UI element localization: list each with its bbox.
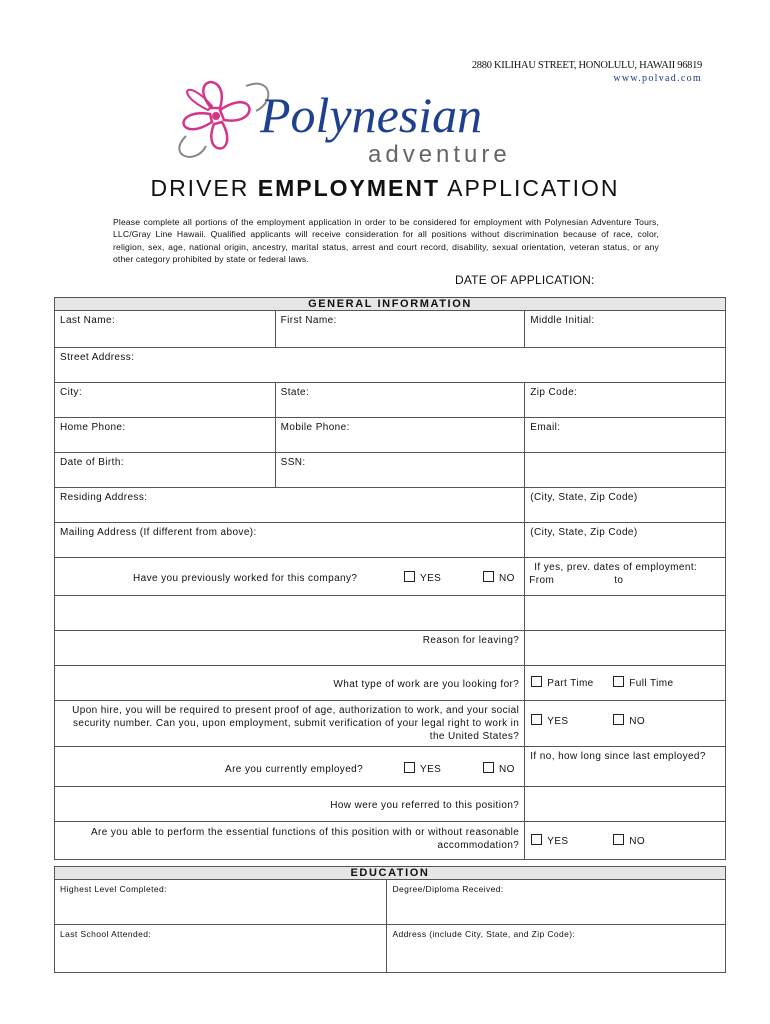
- previous-dates-label: If yes, prev. dates of employment:: [534, 562, 698, 573]
- logo-sub-text: adventure: [368, 141, 511, 168]
- referred-row: [55, 787, 525, 822]
- to-label: to: [614, 575, 624, 586]
- previously-worked-question: Have you previously worked for this company?: [133, 573, 358, 584]
- checkbox-icon[interactable]: [531, 834, 542, 845]
- essential-functions-no-option[interactable]: NO: [613, 834, 645, 847]
- checkbox-icon[interactable]: [404, 571, 415, 582]
- essential-functions-options: [525, 822, 726, 860]
- state-field[interactable]: State:: [275, 383, 525, 418]
- general-information-table: [54, 297, 726, 860]
- empty-cell: [525, 453, 726, 488]
- previously-worked-yes-option[interactable]: YES: [404, 571, 441, 584]
- intro-paragraph: Please complete all portions of the employment application in order to be considered for employment with Polynesian Adventure Tours, LLC/Gray Line Hawaii. Qualified applicants will receive consideration for all positions without discrimination because of race, color, religion, sex, age, national origin, ancestry, marital status, arrest and court record, disability, sexual orientation, veteran status, or any other category prohibited by state or federal laws.: [113, 217, 659, 264]
- work-authorization-no-option[interactable]: NO: [613, 714, 645, 727]
- work-type-options: [525, 666, 726, 701]
- middle-initial-field[interactable]: Middle Initial:: [525, 311, 726, 348]
- previous-dates-cell[interactable]: [525, 558, 726, 596]
- checkbox-icon[interactable]: [613, 676, 624, 687]
- email-field[interactable]: Email:: [525, 418, 726, 453]
- referred-field[interactable]: [525, 787, 726, 822]
- checkbox-icon[interactable]: [404, 762, 415, 773]
- currently-employed-question: Are you currently employed?: [225, 764, 364, 775]
- currently-employed-yes-option[interactable]: YES: [404, 762, 441, 775]
- previously-worked-no-option[interactable]: NO: [483, 571, 515, 584]
- date-of-birth-field[interactable]: Date of Birth:: [55, 453, 276, 488]
- home-phone-field[interactable]: Home Phone:: [55, 418, 276, 453]
- checkbox-icon[interactable]: [483, 762, 494, 773]
- work-authorization-yes-option[interactable]: YES: [531, 714, 568, 727]
- work-authorization-question: Upon hire, you will be required to present proof of age, authorization to work, and your social security number. Can you, upon employment, submit verification of your legal right to work in the United States?: [55, 701, 525, 747]
- first-name-field[interactable]: First Name:: [275, 311, 525, 348]
- referred-question: How were you referred to this position?: [330, 800, 520, 811]
- company-website[interactable]: www.polvad.com: [613, 73, 702, 84]
- general-information-heading: GENERAL INFORMATION: [55, 298, 726, 311]
- reason-for-leaving-label: Reason for leaving?: [55, 631, 525, 666]
- mobile-phone-field[interactable]: Mobile Phone:: [275, 418, 525, 453]
- time-since-employed-field[interactable]: If no, how long since last employed?: [525, 747, 726, 787]
- highest-level-field[interactable]: Highest Level Completed:: [55, 880, 387, 925]
- last-school-field[interactable]: Last School Attended:: [55, 925, 387, 973]
- ssn-field[interactable]: SSN:: [275, 453, 525, 488]
- currently-employed-no-option[interactable]: NO: [483, 762, 515, 775]
- part-time-option[interactable]: Part Time: [531, 676, 593, 689]
- essential-functions-question: Are you able to perform the essential functions of this position with or without reasonable accommodation?: [55, 822, 525, 860]
- previous-employment-dates-field[interactable]: [525, 596, 726, 631]
- company-address: 2880 KILIHAU STREET, HONOLULU, HAWAII 96819: [471, 60, 702, 71]
- checkbox-icon[interactable]: [483, 571, 494, 582]
- currently-employed-row: [55, 747, 525, 787]
- checkbox-icon[interactable]: [613, 714, 624, 725]
- checkbox-icon[interactable]: [531, 714, 542, 725]
- education-table: [54, 866, 726, 973]
- checkbox-icon[interactable]: [613, 834, 624, 845]
- residing-city-state-zip-field[interactable]: (City, State, Zip Code): [525, 488, 726, 523]
- residing-address-field[interactable]: Residing Address:: [55, 488, 525, 523]
- mailing-city-state-zip-field[interactable]: (City, State, Zip Code): [525, 523, 726, 558]
- mailing-address-field[interactable]: Mailing Address (If different from above):: [55, 523, 525, 558]
- work-type-question: What type of work are you looking for?: [333, 679, 520, 690]
- full-time-option[interactable]: Full Time: [613, 676, 673, 689]
- last-name-field[interactable]: Last Name:: [55, 311, 276, 348]
- city-field[interactable]: City:: [55, 383, 276, 418]
- from-label: From: [529, 575, 555, 586]
- degree-received-field[interactable]: Degree/Diploma Received:: [387, 880, 726, 925]
- previous-employment-details-field[interactable]: [55, 596, 525, 631]
- school-address-field[interactable]: Address (include City, State, and Zip Code):: [387, 925, 726, 973]
- checkbox-icon[interactable]: [531, 676, 542, 687]
- education-heading: EDUCATION: [55, 867, 726, 880]
- reason-for-leaving-field[interactable]: [525, 631, 726, 666]
- previously-worked-row: [55, 558, 525, 596]
- date-of-application-label: DATE OF APPLICATION:: [455, 273, 595, 287]
- polynesian-adventure-logo: [168, 80, 608, 170]
- work-type-row: [55, 666, 525, 701]
- page-title: DRIVER EMPLOYMENT APPLICATION: [150, 175, 620, 201]
- flower-icon: [179, 82, 268, 157]
- logo-brand-text: Polynesian: [260, 87, 483, 143]
- zip-code-field[interactable]: Zip Code:: [525, 383, 726, 418]
- street-address-field[interactable]: Street Address:: [55, 348, 726, 383]
- essential-functions-yes-option[interactable]: YES: [531, 834, 568, 847]
- work-authorization-options: [525, 701, 726, 747]
